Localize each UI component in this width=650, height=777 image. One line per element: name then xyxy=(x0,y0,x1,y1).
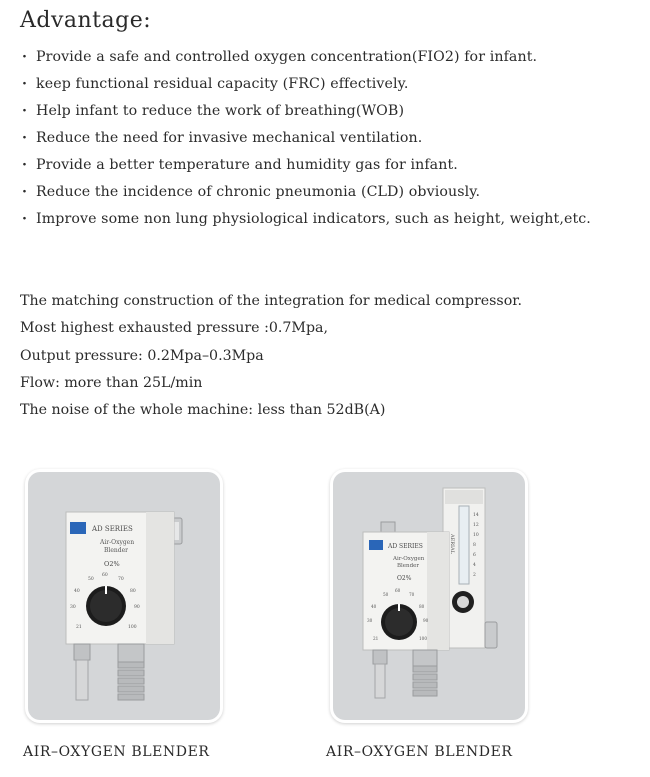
dial-tick-label: 80 xyxy=(419,604,425,609)
flowmeter-tick: 14 xyxy=(473,513,479,518)
label-series: AD SERIES xyxy=(388,543,423,550)
title: Advantage: xyxy=(20,8,152,33)
fitting-ridge xyxy=(118,686,144,692)
fitting-ridge xyxy=(118,694,144,700)
bullet-dot: · xyxy=(22,184,28,200)
advantage-text: Improve some non lung physiological indicators, such as height, weight,etc. xyxy=(36,211,591,227)
o2-label: O2% xyxy=(104,560,120,568)
blender-device-image xyxy=(28,472,220,720)
advantage-list xyxy=(22,44,650,233)
spec-item: The noise of the whole machine: less than 52dB(A) xyxy=(20,402,386,419)
advantage-text: keep functional residual capacity (FRC) effectively. xyxy=(36,76,409,92)
bullet-dot: · xyxy=(22,130,28,146)
bullet-dot: · xyxy=(22,49,28,65)
o2-label: O2% xyxy=(397,575,412,582)
dial-tick-label: 30 xyxy=(70,605,76,610)
bullet-dot: · xyxy=(22,103,28,119)
bottom-fitting xyxy=(74,644,90,660)
bottom-fitting xyxy=(373,650,387,664)
bullet-dot: · xyxy=(22,76,28,92)
top-fitting xyxy=(381,522,395,532)
blender-flowmeter-device-image xyxy=(333,472,525,720)
device-side xyxy=(146,512,174,644)
dial-tick-label: 40 xyxy=(371,604,377,609)
flowmeter-label: AERIAL xyxy=(449,534,455,554)
dial-tick-label: 60 xyxy=(395,588,401,593)
dial-tick-label: 21 xyxy=(373,636,379,641)
dial-tick-label: 50 xyxy=(383,592,389,597)
spec-item: The matching construction of the integration for medical compressor. xyxy=(20,293,522,309)
product-caption: AIR–OXYGEN BLENDER xyxy=(23,744,210,760)
bullet-dot: · xyxy=(22,157,28,173)
flowmeter-tick: 4 xyxy=(473,563,476,568)
label-line2: Blender xyxy=(397,563,420,569)
dial-tick-label: 50 xyxy=(88,577,94,582)
label-line1: Air-Oxygen xyxy=(100,539,135,546)
spec-item: Flow: more than 25L/min xyxy=(20,374,203,391)
dial-tick-label: 90 xyxy=(134,605,140,610)
fitting-ridge xyxy=(413,674,437,680)
advantage-text: Provide a better temperature and humidity gas for infant. xyxy=(36,157,458,173)
device-side xyxy=(427,532,449,650)
logo-icon xyxy=(369,540,383,550)
dial-tick-label: 70 xyxy=(118,577,124,582)
dial-pointer xyxy=(398,604,400,611)
side-fitting xyxy=(485,622,497,648)
product-image-card xyxy=(28,472,220,720)
fitting-ridge xyxy=(413,666,437,672)
dial-knob-inner xyxy=(90,590,122,622)
advantage-text: Reduce the need for invasive mechanical ventilation. xyxy=(36,130,423,146)
spec-item: Most highest exhausted pressure :0.7Mpa, xyxy=(20,320,329,337)
flowmeter-tick: 8 xyxy=(473,543,476,548)
dial-knob-inner xyxy=(385,608,413,636)
fitting-ridge xyxy=(413,682,437,688)
dial-tick-label: 80 xyxy=(130,589,136,594)
product-image-card xyxy=(333,472,525,720)
dial-tick-label: 100 xyxy=(128,625,137,630)
label-line1: Air-Oxygen xyxy=(393,556,425,562)
advantage-item xyxy=(22,179,650,206)
flowmeter-tick: 2 xyxy=(473,573,476,578)
bottom-fitting xyxy=(413,650,437,666)
advantage-item xyxy=(22,125,650,152)
dial-tick-label: 60 xyxy=(102,573,108,578)
bottom-fitting-stem xyxy=(375,664,385,698)
flowmeter-tube xyxy=(459,506,469,584)
advantage-item xyxy=(22,206,650,233)
fitting-ridge xyxy=(413,690,437,696)
dial-tick-label: 40 xyxy=(74,589,80,594)
dial-tick-label: 21 xyxy=(76,625,82,630)
advantage-item xyxy=(22,98,650,125)
flowmeter-tick: 12 xyxy=(473,523,479,528)
bottom-fitting xyxy=(118,644,144,662)
advantage-item xyxy=(22,152,650,179)
advantage-item xyxy=(22,44,650,71)
product-caption: AIR–OXYGEN BLENDER xyxy=(326,744,513,760)
logo-icon xyxy=(70,522,86,534)
fitting-ridge xyxy=(118,670,144,676)
spec-list xyxy=(20,288,522,424)
flowmeter-tick: 6 xyxy=(473,553,476,558)
dial-tick-label: 30 xyxy=(367,618,373,623)
label-line2: Blender xyxy=(104,547,129,554)
spec-item: Output pressure: 0.2Mpa–0.3Mpa xyxy=(20,347,264,364)
flowmeter-tick: 10 xyxy=(473,533,479,538)
dial-tick-label: 100 xyxy=(419,636,427,641)
advantage-text: Help infant to reduce the work of breathing(WOB) xyxy=(36,103,405,119)
label-series: AD SERIES xyxy=(92,525,133,533)
advantage-text: Provide a safe and controlled oxygen concentration(FIO2) for infant. xyxy=(36,49,538,65)
bullet-dot: · xyxy=(22,211,28,227)
dial-tick-label: 70 xyxy=(409,592,415,597)
flow-control-knob-center xyxy=(457,596,469,608)
advantage-text: Reduce the incidence of chronic pneumonia (CLD) obviously. xyxy=(36,184,481,200)
dial-pointer xyxy=(105,586,107,594)
fitting-ridge xyxy=(118,662,144,668)
flowmeter-cap xyxy=(445,490,483,504)
fitting-ridge xyxy=(118,678,144,684)
advantage-item xyxy=(22,71,650,98)
bottom-fitting-stem xyxy=(76,660,88,700)
dial-tick-label: 90 xyxy=(423,618,429,623)
